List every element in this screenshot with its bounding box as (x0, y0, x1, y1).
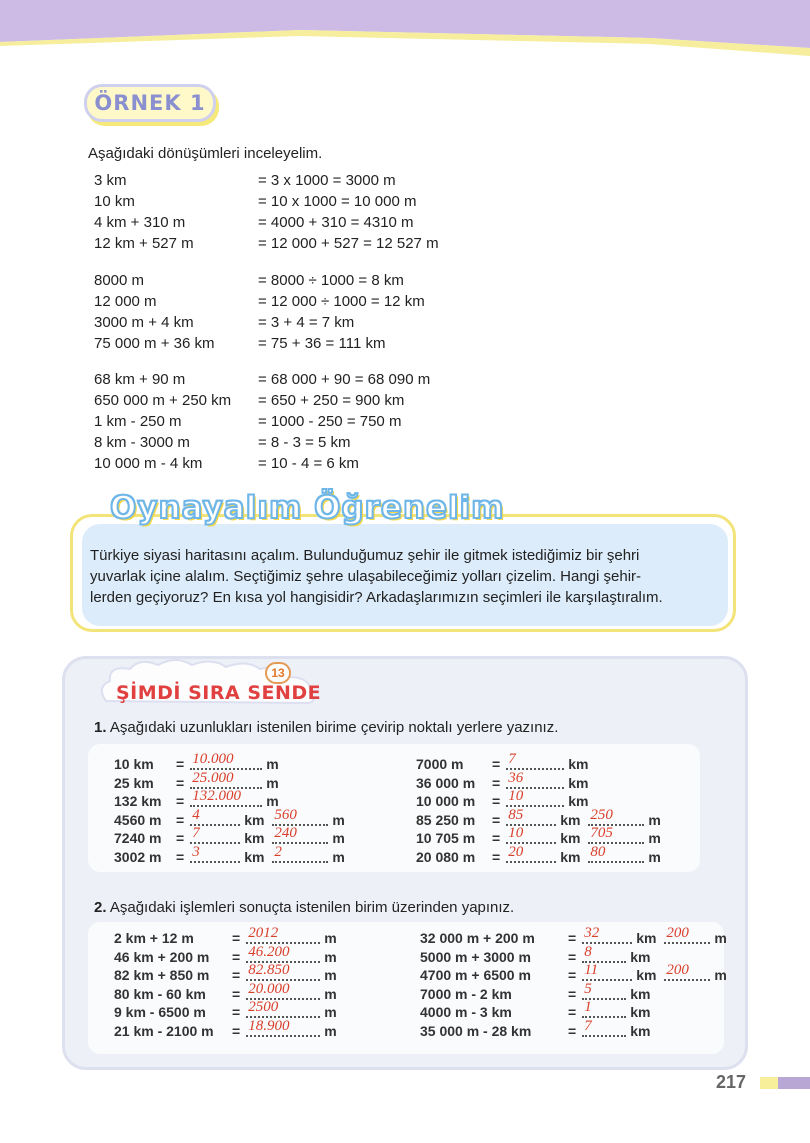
exercise-label: 5000 m + 3000 m (420, 948, 531, 965)
conversion-group-3 (94, 369, 430, 474)
conversion-left: 650 000 m + 250 km (94, 392, 232, 409)
equals-sign: = (232, 1022, 241, 1039)
question-1-text: Aşağıdaki uzunlukları istenilen birime çevirip noktalı yerlere yazınız. (109, 719, 559, 736)
handwritten-answer: 18.900 (248, 1017, 290, 1034)
answer-blank[interactable] (664, 962, 710, 981)
example-intro: Aşağıdaki dönüşümleri inceleyelim. (88, 145, 323, 162)
exercise-row (114, 843, 345, 867)
exercise-row (114, 825, 345, 848)
exercise-label: 3002 m (114, 848, 162, 865)
conversion-row (94, 291, 425, 312)
conversion-right: = 8000 ÷ 1000 = 8 km (258, 272, 404, 289)
conversion-left: 68 km + 90 m (94, 371, 186, 388)
handwritten-answer: 5 (584, 980, 592, 997)
exercise-label: 10 705 m (416, 830, 476, 846)
unit-label: km (630, 1004, 651, 1020)
exercise-row (114, 999, 343, 1022)
exercise-label: 9 km - 6500 m (114, 1004, 206, 1020)
unit-label: km (560, 848, 581, 865)
conversion-left: 8 km - 3000 m (94, 434, 190, 451)
handwritten-answer: 2500 (248, 999, 279, 1015)
handwritten-answer: 11 (584, 962, 599, 978)
unit-label: m (714, 967, 727, 983)
handwritten-answer: 80 (590, 843, 606, 860)
unit-label: km (244, 830, 265, 846)
exercise-label: 32 000 m + 200 m (420, 930, 535, 946)
unit-label: km (244, 811, 265, 828)
exercise-label: 82 km + 850 m (114, 967, 210, 983)
conversion-right: = 3 x 1000 = 3000 m (258, 172, 396, 189)
conversion-group-2 (94, 270, 425, 354)
conversion-right: = 650 + 250 = 900 km (258, 392, 405, 409)
page-accent-purple (778, 1077, 810, 1089)
handwritten-answer: 32 (584, 925, 600, 941)
equals-sign: = (176, 793, 185, 809)
play-text (90, 545, 722, 608)
conversion-right: = 8 - 3 = 5 km (258, 434, 351, 451)
equals-sign: = (232, 1004, 241, 1020)
exercise-row (420, 925, 727, 948)
q2-right-column (420, 925, 727, 1040)
unit-label: m (714, 930, 727, 946)
handwritten-answer: 2 (274, 843, 282, 860)
exercise-row (416, 788, 661, 811)
unit-label: m (648, 830, 661, 846)
unit-label: km (636, 967, 657, 983)
conversion-group-1 (94, 170, 439, 254)
conversion-right: = 10 x 1000 = 10 000 m (258, 193, 417, 210)
q1-left-column (114, 751, 345, 866)
exercise-row (114, 788, 345, 811)
unit-label: m (324, 930, 337, 946)
exercise-label: 35 000 m - 28 km (420, 1022, 532, 1039)
conversion-left: 10 000 m - 4 km (94, 455, 203, 472)
exercise-label: 20 080 m (416, 848, 476, 865)
equals-sign: = (568, 1004, 577, 1020)
equals-sign: = (492, 811, 501, 828)
exercise-row (114, 806, 345, 830)
question-2-text: Aşağıdaki işlemleri sonuçta istenilen birim üzerinden yapınız. (109, 899, 515, 916)
handwritten-answer: 46.200 (248, 943, 290, 960)
top-banner (0, 0, 810, 60)
answer-blank[interactable] (664, 925, 710, 944)
conversion-right: = 12 000 + 527 = 12 527 m (258, 235, 439, 252)
exercise-row (114, 1017, 343, 1041)
exercise-row (420, 980, 727, 1004)
unit-label: m (266, 774, 279, 791)
answer-blank[interactable] (246, 1017, 320, 1037)
exercise-row (114, 925, 343, 948)
conversion-right: = 68 000 + 90 = 68 090 m (258, 371, 431, 388)
handwritten-answer: 10 (508, 788, 524, 804)
unit-label: km (568, 774, 589, 791)
exercise-row (420, 962, 727, 985)
conversion-right: = 1000 - 250 = 750 m (258, 413, 402, 430)
exercise-label: 2 km + 12 m (114, 930, 194, 946)
page-accent-yellow (760, 1077, 778, 1089)
conversion-right: = 10 - 4 = 6 km (258, 455, 359, 472)
unit-label: m (648, 811, 661, 828)
exercise-row (114, 980, 343, 1004)
equals-sign: = (492, 774, 501, 791)
play-title: Oynayalım Öğrenelim (110, 490, 505, 526)
exercise-label: 10 km (114, 756, 154, 772)
unit-label: m (324, 948, 337, 965)
handwritten-answer: 200 (666, 962, 689, 978)
unit-label: m (648, 848, 661, 865)
conversion-row (94, 333, 425, 354)
conversion-right: = 4000 + 310 = 4310 m (258, 214, 414, 231)
equals-sign: = (568, 948, 577, 965)
exercise-label: 7000 m (416, 756, 464, 772)
unit-label: m (324, 1022, 337, 1039)
question-2 (94, 899, 514, 916)
handwritten-answer: 560 (274, 806, 297, 823)
play-line-1: Türkiye siyasi haritasını açalım. Bulunduğumuz şehir ile gitmek istediğimiz bir şehri (90, 547, 640, 564)
q2-left-column (114, 925, 343, 1040)
conversion-left: 4 km + 310 m (94, 214, 186, 231)
conversion-row (94, 212, 439, 233)
handwritten-answer: 10.000 (192, 751, 234, 767)
equals-sign: = (232, 967, 241, 983)
conversion-left: 12 km + 527 m (94, 235, 194, 252)
handwritten-answer: 7 (584, 1017, 592, 1034)
exercise-label: 4560 m (114, 811, 162, 828)
conversion-row (94, 453, 430, 474)
exercise-row (114, 962, 343, 985)
exercise-row (420, 999, 727, 1022)
exercise-label: 36 000 m (416, 774, 476, 791)
answer-blank[interactable] (190, 788, 262, 807)
exercise-label: 7000 m - 2 km (420, 985, 512, 1002)
conversion-row (94, 390, 430, 411)
equals-sign: = (492, 756, 501, 772)
handwritten-answer: 240 (274, 825, 297, 841)
equals-sign: = (176, 774, 185, 791)
conversion-row (94, 432, 430, 453)
exercise-label: 132 km (114, 793, 162, 809)
exercise-row (416, 843, 661, 867)
unit-label: km (568, 756, 589, 772)
unit-label: m (266, 756, 279, 772)
exercise-row (420, 1017, 727, 1041)
unit-label: m (266, 793, 279, 809)
handwritten-answer: 8 (584, 943, 592, 960)
answer-blank[interactable] (582, 1017, 626, 1037)
exercise-label: 21 km - 2100 m (114, 1022, 214, 1039)
conversion-row (94, 411, 430, 432)
question-1 (94, 719, 558, 736)
unit-label: km (560, 830, 581, 846)
handwritten-answer: 7 (508, 751, 516, 767)
conversion-right: = 75 + 36 = 111 km (258, 335, 386, 352)
handwritten-answer: 200 (666, 925, 689, 941)
page-number: 217 (716, 1072, 747, 1092)
unit-label: m (324, 1004, 337, 1020)
exercise-label: 25 km (114, 774, 154, 791)
unit-label: m (332, 848, 345, 865)
handwritten-answer: 36 (508, 769, 524, 786)
equals-sign: = (568, 930, 577, 946)
unit-label: km (244, 848, 265, 865)
exercise-label: 4700 m + 6500 m (420, 967, 531, 983)
play-line-3: lerden geçiyoruz? En kısa yol hangisidir? Arkadaşlarımızın seçimleri ile karşılaştıralım. (90, 589, 663, 606)
example-badge-label: ÖRNEK 1 (94, 91, 206, 115)
conversion-row (94, 270, 425, 291)
practice-number-badge: 13 (265, 662, 291, 684)
answer-blank[interactable] (190, 843, 240, 863)
q1-right-column (416, 751, 661, 866)
unit-label: km (630, 1022, 651, 1039)
answer-blank[interactable] (272, 843, 328, 863)
equals-sign: = (568, 967, 577, 983)
unit-label: km (630, 985, 651, 1002)
conversion-left: 3000 m + 4 km (94, 314, 194, 331)
handwritten-answer: 25.000 (192, 769, 234, 786)
unit-label: km (568, 793, 589, 809)
answer-blank[interactable] (506, 843, 556, 863)
unit-label: m (324, 967, 337, 983)
equals-sign: = (176, 811, 185, 828)
equals-sign: = (176, 756, 185, 772)
conversion-right: = 3 + 4 = 7 km (258, 314, 355, 331)
conversion-left: 8000 m (94, 272, 145, 289)
equals-sign: = (232, 985, 241, 1002)
unit-label: m (332, 811, 345, 828)
conversion-right: = 12 000 ÷ 1000 = 12 km (258, 293, 425, 310)
equals-sign: = (568, 1022, 577, 1039)
handwritten-answer: 132.000 (192, 788, 241, 804)
exercise-label: 80 km - 60 km (114, 985, 206, 1002)
example-badge (84, 84, 216, 122)
unit-label: km (630, 948, 651, 965)
conversion-left: 3 km (94, 172, 127, 189)
equals-sign: = (492, 793, 501, 809)
conversion-row (94, 233, 439, 254)
equals-sign: = (492, 830, 501, 846)
unit-label: m (324, 985, 337, 1002)
conversion-left: 10 km (94, 193, 135, 210)
unit-label: km (636, 930, 657, 946)
conversion-row (94, 170, 439, 191)
handwritten-answer: 10 (508, 825, 524, 841)
exercise-row (416, 806, 661, 830)
exercise-label: 4000 m - 3 km (420, 1004, 512, 1020)
handwritten-answer: 250 (590, 806, 613, 823)
handwritten-answer: 4 (192, 806, 200, 823)
conversion-left: 1 km - 250 m (94, 413, 182, 430)
equals-sign: = (568, 985, 577, 1002)
equals-sign: = (176, 830, 185, 846)
conversion-row (94, 191, 439, 212)
handwritten-answer: 7 (192, 825, 200, 841)
conversion-row (94, 369, 430, 390)
equals-sign: = (232, 930, 241, 946)
unit-label: m (332, 830, 345, 846)
equals-sign: = (176, 848, 185, 865)
conversion-left: 12 000 m (94, 293, 157, 310)
handwritten-answer: 20 (508, 843, 524, 860)
handwritten-answer: 705 (590, 825, 613, 841)
exercise-label: 46 km + 200 m (114, 948, 210, 965)
question-2-number: 2. (94, 899, 107, 916)
exercise-label: 7240 m (114, 830, 162, 846)
question-1-number: 1. (94, 719, 107, 736)
exercise-row (416, 825, 661, 848)
handwritten-answer: 20.000 (248, 980, 290, 997)
conversion-left: 75 000 m + 36 km (94, 335, 215, 352)
practice-title: ŞİMDİ SIRA SENDE (116, 682, 322, 704)
play-line-2: yuvarlak içine alalım. Seçtiğimiz şehre ulaşabileceğimiz yolları çizelim. Hangi şehir- (90, 568, 642, 585)
equals-sign: = (232, 948, 241, 965)
unit-label: km (560, 811, 581, 828)
exercise-row (114, 943, 343, 967)
exercise-label: 10 000 m (416, 793, 476, 809)
equals-sign: = (492, 848, 501, 865)
exercise-row (416, 769, 661, 793)
exercise-label: 85 250 m (416, 811, 476, 828)
conversion-row (94, 312, 425, 333)
handwritten-answer: 3 (192, 843, 200, 860)
exercise-row (416, 751, 661, 774)
handwritten-answer: 1 (584, 999, 592, 1015)
handwritten-answer: 85 (508, 806, 524, 823)
handwritten-answer: 82.850 (248, 962, 290, 978)
answer-blank[interactable] (588, 843, 644, 863)
handwritten-answer: 2012 (248, 925, 279, 941)
